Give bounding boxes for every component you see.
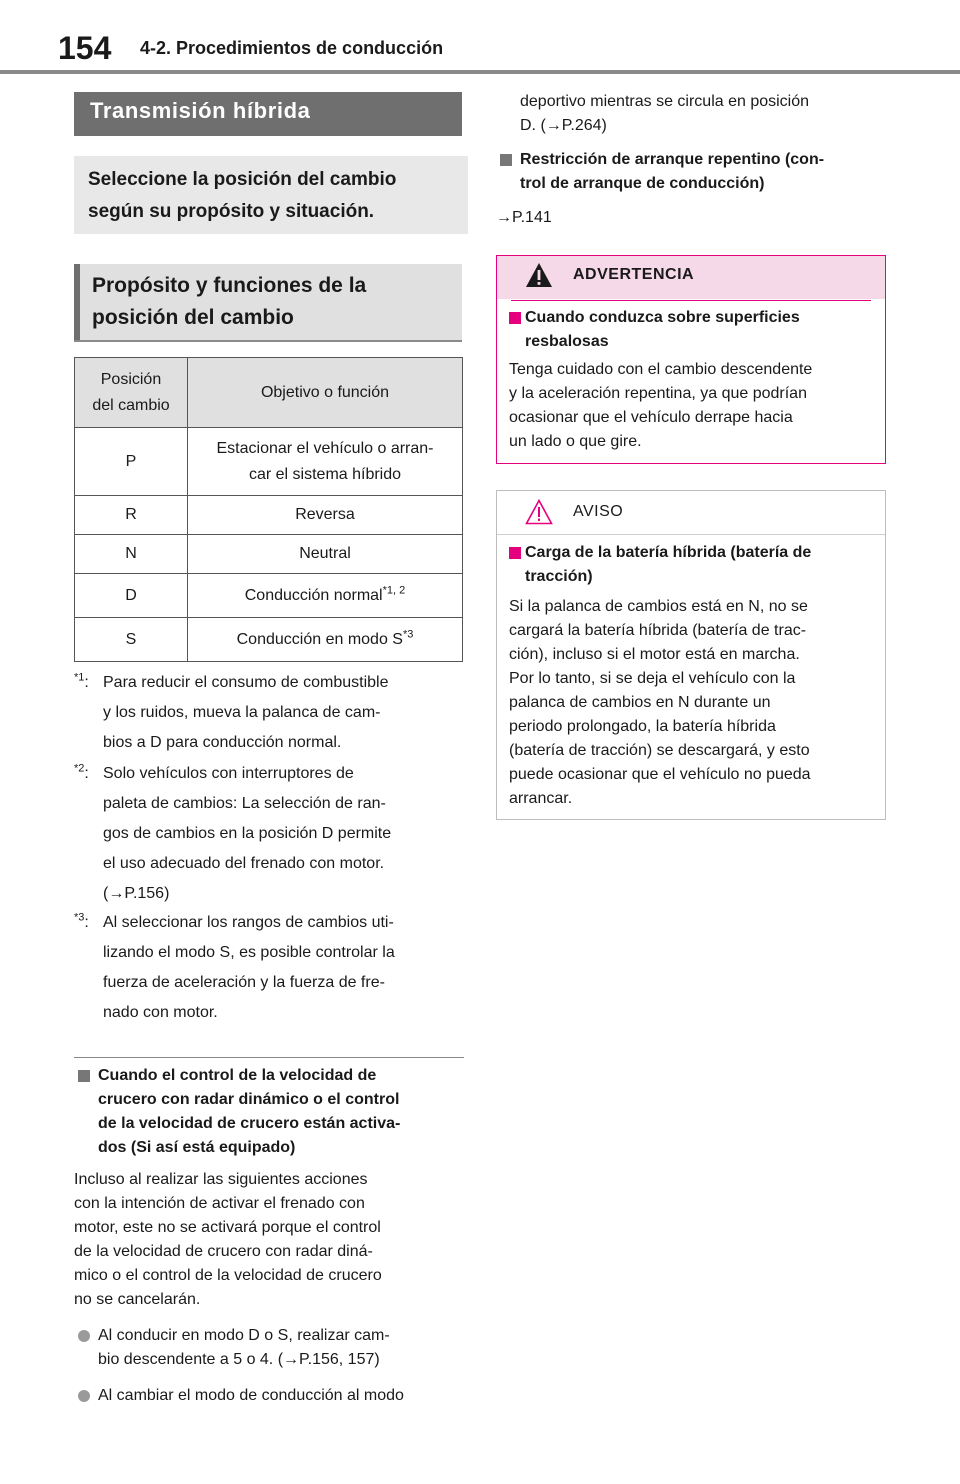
body-line: arrancar. xyxy=(509,790,573,807)
function-cell xyxy=(188,618,463,662)
heading-line: dos (Si así está equipado) xyxy=(98,1139,296,1156)
notice-content xyxy=(509,541,879,811)
header-text: Posición xyxy=(100,370,162,388)
function-cell xyxy=(188,428,463,496)
section-title: 4-2. Procedimientos de conducción xyxy=(140,38,444,58)
warning-heading xyxy=(509,306,879,354)
footnote-marker: $^{*1}$: xyxy=(74,671,89,691)
warning-body xyxy=(509,358,879,454)
notice-heading xyxy=(509,541,879,589)
heading-line: Restricción de arranque repentino (con- xyxy=(520,151,825,168)
footnote-1 xyxy=(74,668,464,758)
bullet-line: D. (→P.264) xyxy=(520,117,607,134)
footnote-line: nado con motor. xyxy=(103,1004,218,1021)
subsection-title xyxy=(74,264,462,340)
square-bullet-icon xyxy=(509,312,521,324)
cruise-bullet-1 xyxy=(74,1324,466,1372)
position-cell: N xyxy=(75,535,188,574)
function-cell: Neutral xyxy=(188,535,463,574)
footnote-marker-text: *2 xyxy=(74,762,85,775)
notice-triangle-icon xyxy=(525,499,553,525)
footnote-marker-text: *3 xyxy=(74,911,85,924)
table-row xyxy=(75,428,463,496)
body-line: mico o el control de la velocidad de crucero xyxy=(74,1267,382,1284)
table-header-row xyxy=(75,358,463,428)
position-cell: R xyxy=(75,496,188,535)
notice-body xyxy=(509,595,879,811)
header-text: del cambio xyxy=(92,396,170,414)
square-bullet-icon xyxy=(500,154,512,166)
body-line: ción), incluso si el motor está en marcha. xyxy=(509,646,800,663)
cruise-body xyxy=(74,1168,466,1312)
heading-line: Carga de la batería híbrida (batería de xyxy=(525,544,812,561)
body-line: motor, este no se activará porque el control xyxy=(74,1219,381,1236)
function-text: Conducción normal xyxy=(244,586,383,604)
intro-box xyxy=(74,156,468,234)
body-line: periodo prolongado, la batería híbrida xyxy=(509,718,776,735)
cruise-heading xyxy=(74,1064,466,1160)
restriction-ref[interactable]: →P.141 xyxy=(496,209,552,226)
body-line: cargará la batería híbrida (batería de trac- xyxy=(509,622,807,639)
warning-box xyxy=(496,255,886,464)
function-text: car el sistema híbrido xyxy=(248,465,402,483)
shift-position-table xyxy=(74,357,463,662)
notice-divider xyxy=(497,534,885,535)
table-row xyxy=(75,496,463,535)
bullet-2-continuation xyxy=(520,90,900,138)
page-number: 154 xyxy=(58,30,112,66)
table-row xyxy=(75,535,463,574)
position-cell: P xyxy=(75,428,188,496)
footnote-line: Al seleccionar los rangos de cambios uti- xyxy=(103,914,394,931)
warning-content xyxy=(509,306,879,454)
heading-line: Cuando el control de la velocidad de xyxy=(98,1067,377,1084)
subsection-title-line: posición del cambio xyxy=(92,306,294,329)
subsection-divider xyxy=(74,340,462,342)
page-title: Transmisión híbrida xyxy=(74,92,462,136)
heading-line: crucero con radar dinámico o el control xyxy=(98,1091,400,1108)
body-line: y la aceleración repentina, ya que podrían xyxy=(509,385,807,402)
footnote-line: bios a D para conducción normal. xyxy=(103,734,342,751)
notice-box xyxy=(496,490,886,820)
warning-header xyxy=(497,256,885,299)
footnote-line: (→P.156) xyxy=(103,885,170,902)
body-line: Por lo tanto, si se deja el vehículo con la xyxy=(509,670,796,687)
restriction-section xyxy=(496,148,896,230)
footnote-line: Solo vehículos con interruptores de xyxy=(103,765,354,782)
cruise-bullet-2 xyxy=(74,1384,466,1408)
restriction-heading xyxy=(496,148,896,196)
footnote-line: y los ruidos, mueva la palanca de cam- xyxy=(103,704,381,721)
footnote-line: fuerza de aceleración y la fuerza de fre- xyxy=(103,974,385,991)
intro-line: según su propósito y situación. xyxy=(88,201,375,222)
cruise-section xyxy=(74,1064,466,1408)
heading-line: tracción) xyxy=(525,568,593,585)
function-text: Estacionar el vehículo o arran- xyxy=(216,439,434,457)
footnote-marker: $^{*2}$: xyxy=(74,762,89,782)
footnote-line: paleta de cambios: La selección de ran- xyxy=(103,795,386,812)
heading-line: Cuando conduzca sobre superficies xyxy=(525,309,800,326)
header-position xyxy=(75,358,188,428)
footnote-3 xyxy=(74,908,464,1028)
notice-label: AVISO xyxy=(573,503,624,520)
function-text: Conducción en modo S xyxy=(236,630,403,648)
function-cell xyxy=(188,574,463,618)
body-line: Incluso al realizar las siguientes acciones xyxy=(74,1171,368,1188)
body-line: de la velocidad de crucero con radar diná- xyxy=(74,1243,373,1260)
footnote-line: lizando el modo S, es posible controlar la xyxy=(103,944,395,961)
footnote-line: Para reducir el consumo de combustible xyxy=(103,674,389,691)
circle-bullet-icon xyxy=(78,1390,90,1402)
function-cell: Reversa xyxy=(188,496,463,535)
body-line: con la intención de activar el frenado con xyxy=(74,1195,365,1212)
footnote-ref: *3 xyxy=(402,628,414,641)
table-row xyxy=(75,618,463,662)
footnote-2 xyxy=(74,759,464,909)
body-line: puede ocasionar que el vehículo no pueda xyxy=(509,766,811,783)
intro-line: Seleccione la posición del cambio xyxy=(88,169,397,190)
bullet-line: Al cambiar el modo de conducción al modo xyxy=(98,1387,404,1404)
bullet-line: Al conducir en modo D o S, realizar cam- xyxy=(98,1327,390,1344)
warning-label: ADVERTENCIA xyxy=(573,266,695,283)
subsection-title-line: Propósito y funciones de la xyxy=(92,274,367,297)
heading-line: trol de arranque de conducción) xyxy=(520,175,765,192)
body-line: no se cancelarán. xyxy=(74,1291,201,1308)
header-divider xyxy=(0,70,960,74)
footnote-line: gos de cambios en la posición D permite xyxy=(103,825,392,842)
body-line: (batería de tracción) se descargará, y esto xyxy=(509,742,810,759)
footnote-marker-text: *1 xyxy=(74,671,85,684)
heading-line: de la velocidad de crucero están activa- xyxy=(98,1115,401,1132)
body-line: palanca de cambios en N durante un xyxy=(509,694,771,711)
square-bullet-icon xyxy=(78,1070,90,1082)
footnote-marker: $^{*3}$: xyxy=(74,911,89,931)
footnote-ref: *1, 2 xyxy=(382,584,406,597)
bullet-line: deportivo mientras se circula en posición xyxy=(520,93,810,110)
section-divider xyxy=(74,1057,464,1058)
table-row xyxy=(75,574,463,618)
bullet-line: bio descendente a 5 o 4. (→P.156, 157) xyxy=(98,1351,380,1368)
circle-bullet-icon xyxy=(78,1330,90,1342)
footnote-line: el uso adecuado del frenado con motor. xyxy=(103,855,385,872)
header-function: Objetivo o función xyxy=(188,358,463,428)
body-line: ocasionar que el vehículo derrape hacia xyxy=(509,409,793,426)
warning-triangle-icon xyxy=(525,262,553,288)
position-cell: D xyxy=(75,574,188,618)
body-line: Tenga cuidado con el cambio descendente xyxy=(509,361,813,378)
warning-divider xyxy=(511,300,871,301)
square-bullet-icon xyxy=(509,547,521,559)
body-line: un lado o que gire. xyxy=(509,433,642,450)
body-line: Si la palanca de cambios está en N, no se xyxy=(509,598,808,615)
heading-line: resbalosas xyxy=(525,333,609,350)
position-cell: S xyxy=(75,618,188,662)
